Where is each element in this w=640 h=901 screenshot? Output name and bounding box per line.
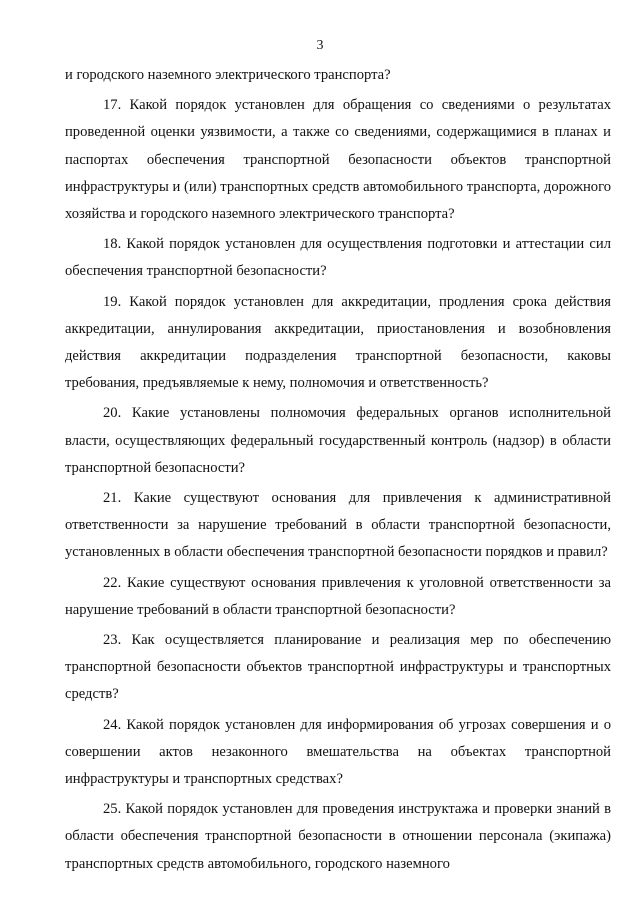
page-number: 3	[316, 38, 324, 53]
question-22: 22. Какие существуют основания привлечения к уголовной ответственности за нарушение требований в области транспортной безопасности?	[65, 574, 611, 618]
question-17: 17. Какой порядок установлен для обращения со сведениями о результатах проведенной оценки уязвимости, а также со сведениями, содержащимися в планах и паспортах обеспечения транспортной безопасности объектов транспортной инфраструктуры и (или) транспортных средств автомобильного транспорта, дорожного хозяйства и городского наземного электрического транспорта?	[65, 97, 611, 223]
document-body	[65, 62, 611, 881]
question-25: 25. Какой порядок установлен для проведения инструктажа и проверки знаний в области обеспечения транспортной безопасности в отношении персонала (экипажа) транспортных средств автомобильного, городского наземного	[65, 801, 611, 872]
question-18: 18. Какой порядок установлен для осуществления подготовки и аттестации сил обеспечения транспортной безопасности?	[65, 236, 611, 280]
paragraph-continuation: и городского наземного электрического транспорта?	[65, 67, 391, 83]
question-24: 24. Какой порядок установлен для информирования об угрозах совершения и о совершении актов незаконного вмешательства на объектах транспортной инфраструктуры и транспортных средствах?	[65, 716, 611, 788]
question-20: 20. Какие установлены полномочия федеральных органов исполнительной власти, осуществляющих федеральный государственный контроль (надзор) в области транспортной безопасности?	[65, 405, 611, 476]
question-21: 21. Какие существуют основания для привлечения к административной ответственности за нарушение требований в области транспортной безопасности, установленных в области обеспечения транспортной безопасности порядков и правил?	[65, 490, 611, 561]
question-19: 19. Какой порядок установлен для аккредитации, продления срока действия аккредитации, аннулирования аккредитации, приостановления и возобновления действия аккредитации подразделения транспортной безопасности, каковы требования, предъявляемые к нему, полномочия и ответственность?	[65, 293, 611, 392]
question-23: 23. Как осуществляется планирование и реализация мер по обеспечению транспортной безопасности объектов транспортной инфраструктуры и транспортных средств?	[65, 632, 611, 703]
